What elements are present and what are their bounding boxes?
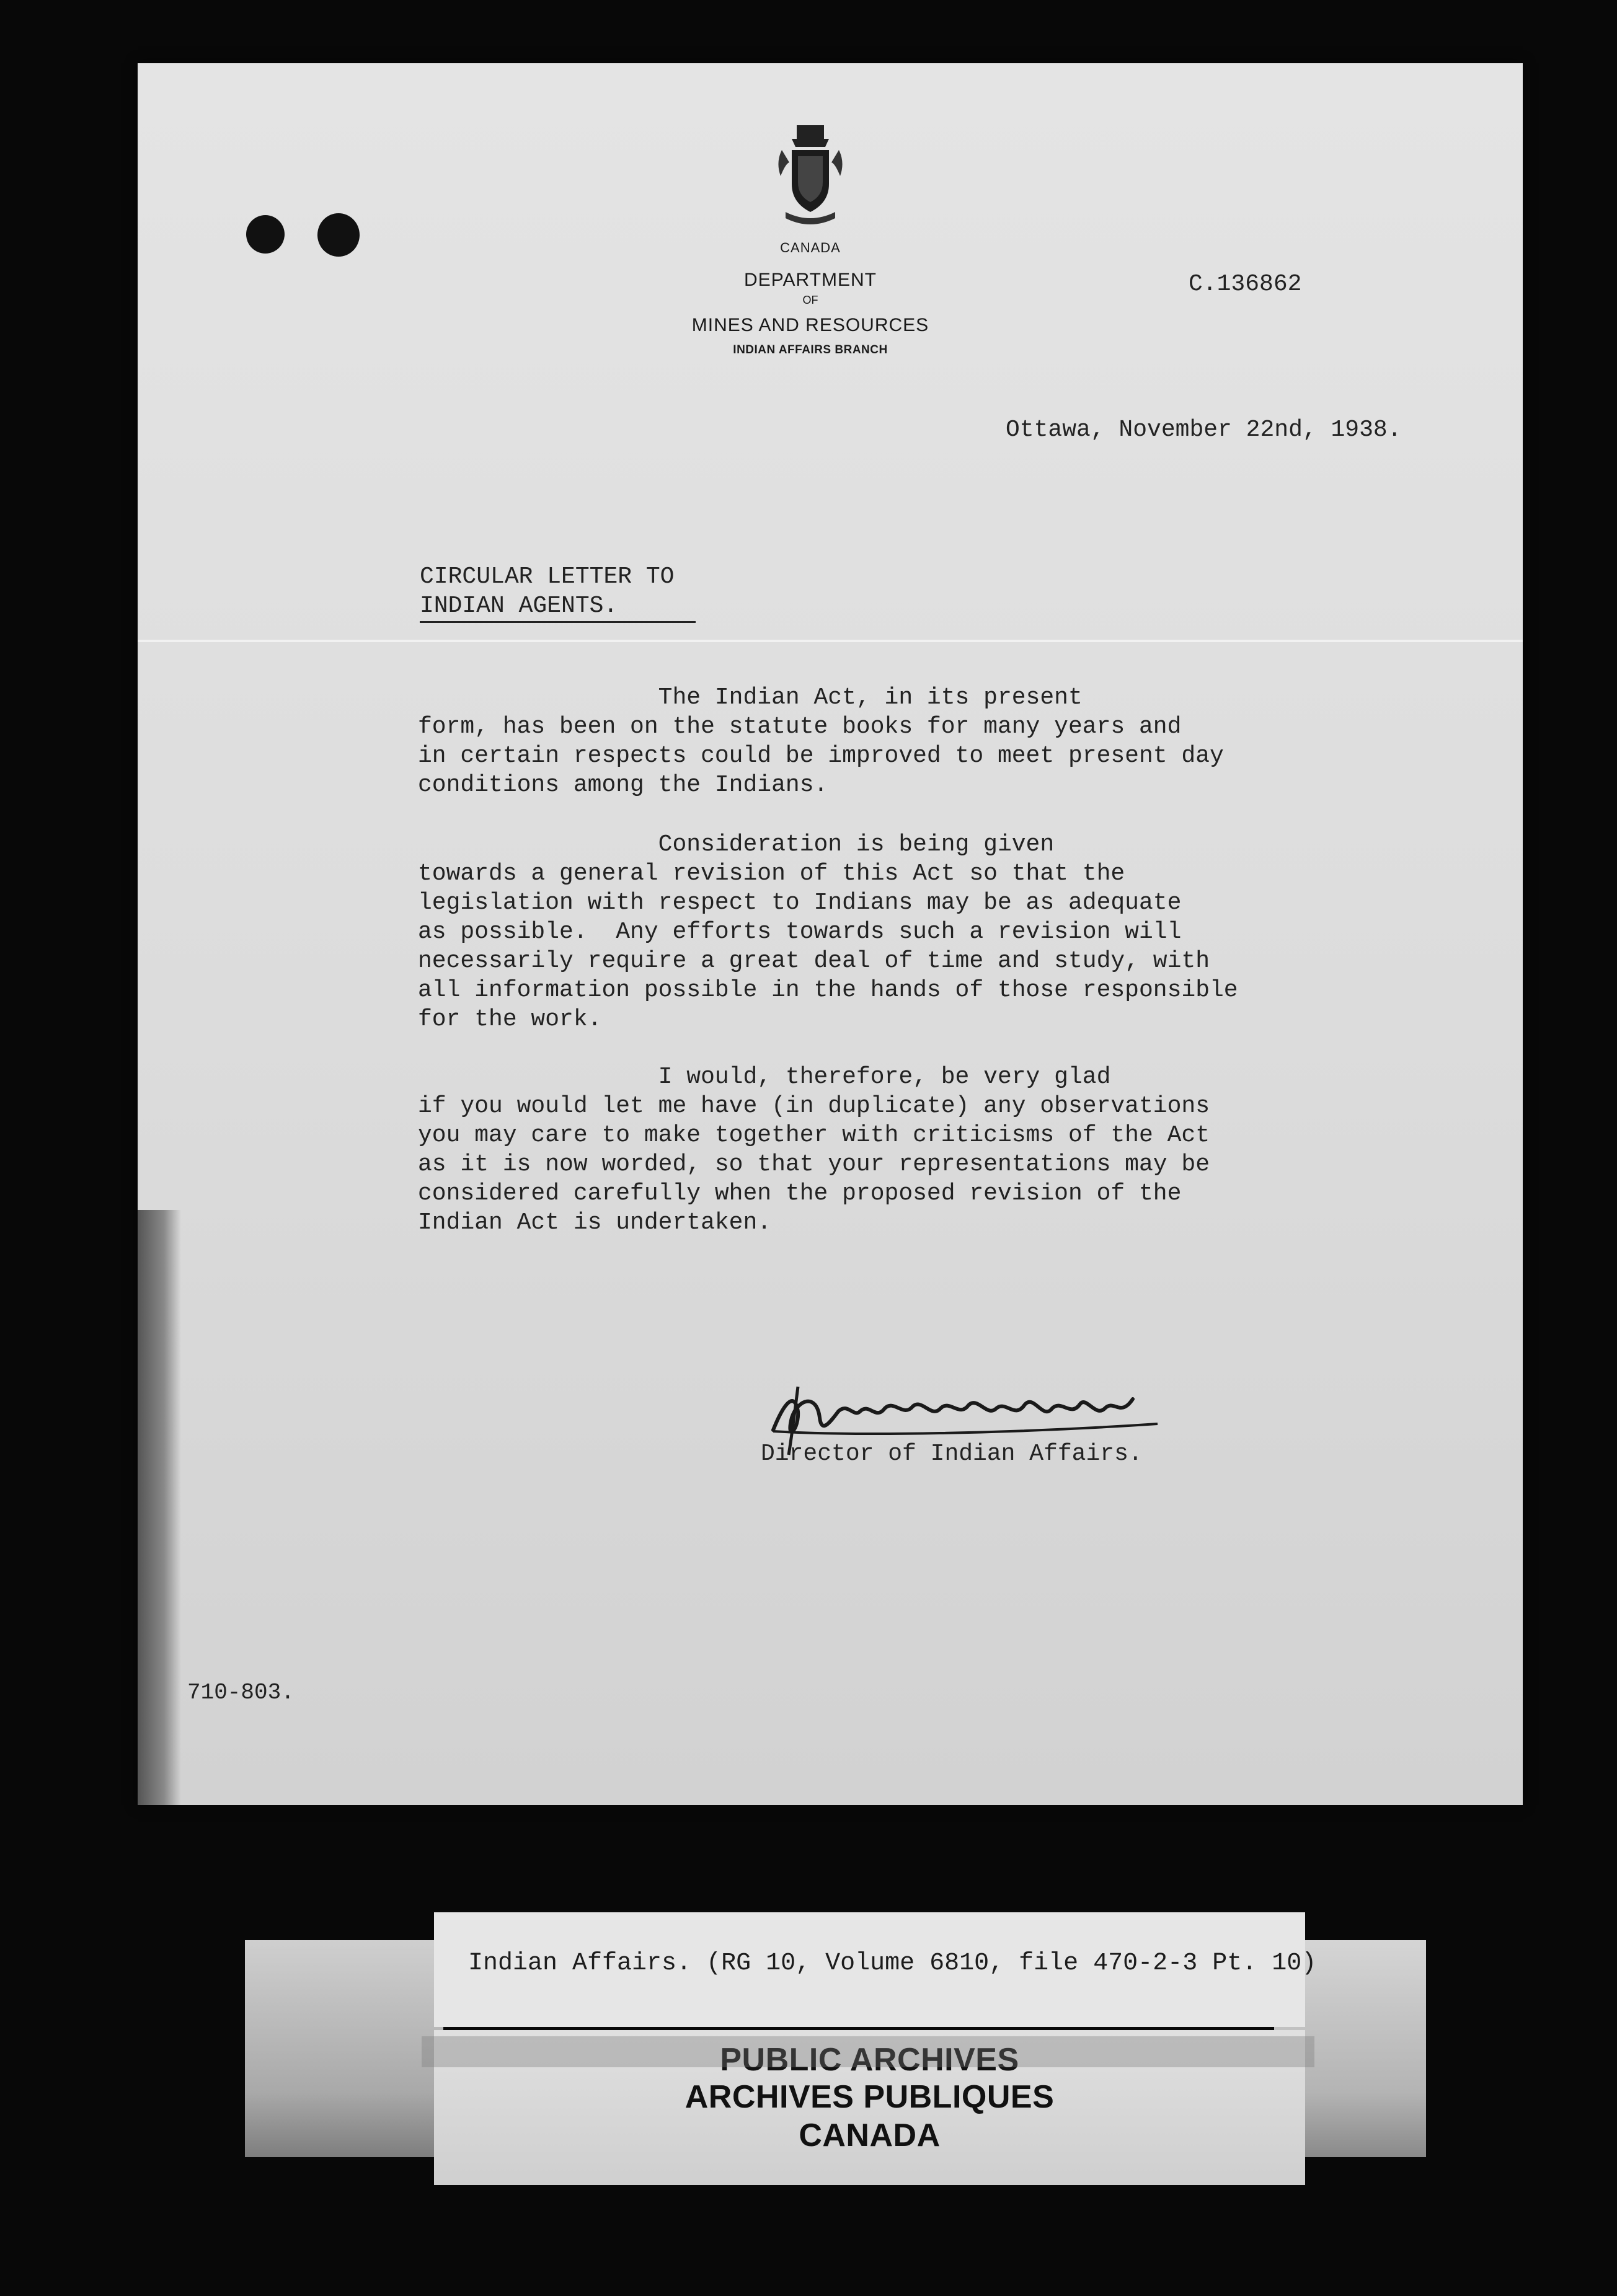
- edge-shadow: [138, 1210, 181, 1805]
- body-paragraph-1: The Indian Act, in its present form, has been on the statute books for many years and in certain respects could be improved to meet present day conditions among the Indians.: [418, 684, 1224, 798]
- addressee-line-1: CIRCULAR LETTER TO: [420, 563, 675, 590]
- archive-stamp-line-1: PUBLIC ARCHIVES: [720, 2042, 1019, 2078]
- punch-hole: [246, 215, 285, 254]
- file-code: 710-803.: [187, 1680, 295, 1705]
- punch-hole: [317, 213, 360, 257]
- body-paragraph-3: I would, therefore, be very glad if you would let me have (in duplicate) any observations you may care to make together with criticisms of the Act as it is now worded, so that your representations may be considered carefully when the proposed revision of the Indian Act is undertaken.: [418, 1064, 1210, 1236]
- letterhead-country: CANADA: [780, 240, 841, 255]
- letterhead-ministry: MINES AND RESOURCES: [691, 315, 929, 335]
- archive-stamp-line-2: ARCHIVES PUBLIQUES: [684, 2079, 1055, 2115]
- letterhead-of: OF: [802, 294, 818, 306]
- page-fold: [138, 640, 1523, 642]
- letterhead-department: DEPARTMENT: [744, 270, 877, 290]
- signature-title: Director of Indian Affairs.: [761, 1441, 1143, 1467]
- addressee-underline: [420, 621, 696, 623]
- archive-stamp-line-3: CANADA: [799, 2117, 941, 2153]
- reference-number: C.136862: [1189, 271, 1302, 298]
- addressee-line-2: INDIAN AGENTS.: [420, 593, 618, 619]
- body-paragraph-2: Consideration is being given towards a general revision of this Act so that the legislation with respect to Indians may be as adequate as possible. Any efforts towards such a revision will necessarily require a great deal of time and study, with all information possible in the hands of those responsible for the work.: [418, 831, 1238, 1033]
- archive-reference-label: [434, 1912, 1317, 2027]
- archive-reference-text: Indian Affairs. (RG 10, Volume 6810, file 470-2-3 Pt. 10): [468, 1949, 1317, 1977]
- archive-card-left: [245, 1940, 443, 2157]
- adhesive-tape: [422, 2036, 1314, 2067]
- letterhead-branch: INDIAN AFFAIRS BRANCH: [733, 343, 888, 356]
- dateline: Ottawa, November 22nd, 1938.: [1006, 417, 1402, 443]
- coat-of-arms-emblem: [773, 125, 848, 231]
- letter-page: [138, 63, 1523, 1805]
